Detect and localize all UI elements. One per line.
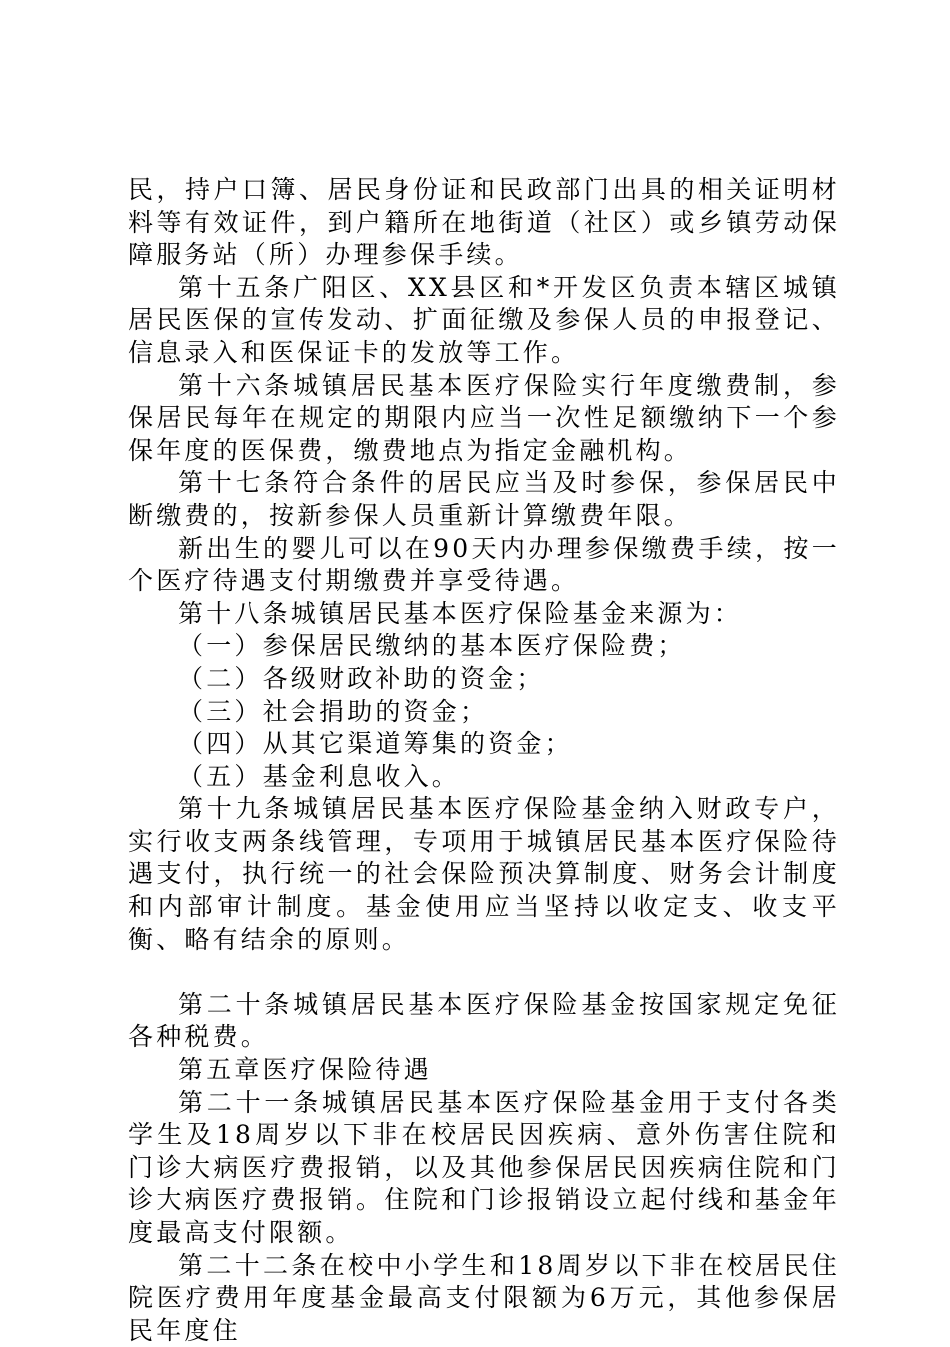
list-item-2: （二）各级财政补助的资金； <box>178 663 545 693</box>
paragraph-article-22: 第二十二条在校中小学生和18周岁以下非在校居民住院医疗费用年度基金最高支付限额为6万元，其他参保居民年度住 <box>128 1250 840 1345</box>
paragraph-continuation: 民，持户口簿、居民身份证和民政部门出具的相关证明材料等有效证件，到户籍所在地街道（社区）或乡镇劳动保障服务站（所）办理参保手续。 <box>128 175 840 270</box>
list-item-1: （一）参保居民缴纳的基本医疗保险费； <box>178 631 686 661</box>
blank-line <box>128 956 840 989</box>
paragraph-article-20: 第二十条城镇居民基本医疗保险基金按国家规定免征各种税费。 <box>128 989 840 1052</box>
document-page <box>128 174 840 1347</box>
paragraph-article-21: 第二十一条城镇居民基本医疗保险基金用于支付各类学生及18周岁以下非在校居民因疾病、意外伤害住院和门诊大病医疗费报销，以及其他参保居民因疾病住院和门诊大病医疗费报销。住院和门诊报销设立起付线和基金年度最高支付限额。 <box>128 1087 840 1247</box>
list-item-5: （五）基金利息收入。 <box>178 761 461 791</box>
list-item-3: （三）社会捐助的资金； <box>178 696 489 726</box>
paragraph-article-15: 第十五条广阳区、XX县区和*开发区负责本辖区城镇居民医保的宣传发动、扩面征缴及参保人员的申报登记、信息录入和医保证卡的发放等工作。 <box>128 272 840 367</box>
paragraph-article-16: 第十六条城镇居民基本医疗保险实行年度缴费制，参保居民每年在规定的期限内应当一次性足额缴纳下一个参保年度的医保费，缴费地点为指定金融机构。 <box>128 370 840 465</box>
chapter-heading: 第五章医疗保险待遇 <box>178 1055 432 1085</box>
paragraph-newborn: 新出生的婴儿可以在90天内办理参保缴费手续，按一个医疗待遇支付期缴费并享受待遇。 <box>128 533 840 596</box>
list-item-4: （四）从其它渠道筹集的资金； <box>178 729 573 759</box>
paragraph-article-17: 第十七条符合条件的居民应当及时参保，参保居民中断缴费的，按新参保人员重新计算缴费年限。 <box>128 468 840 530</box>
paragraph-article-18: 第十八条城镇居民基本医疗保险基金来源为： <box>178 598 743 628</box>
paragraph-article-19: 第十九条城镇居民基本医疗保险基金纳入财政专户，实行收支两条线管理，专项用于城镇居民基本医疗保险待遇支付，执行统一的社会保险预决算制度、财务会计制度和内部审计制度。基金使用应当坚持以收定支、收支平衡、略有结余的原则。 <box>128 794 840 954</box>
